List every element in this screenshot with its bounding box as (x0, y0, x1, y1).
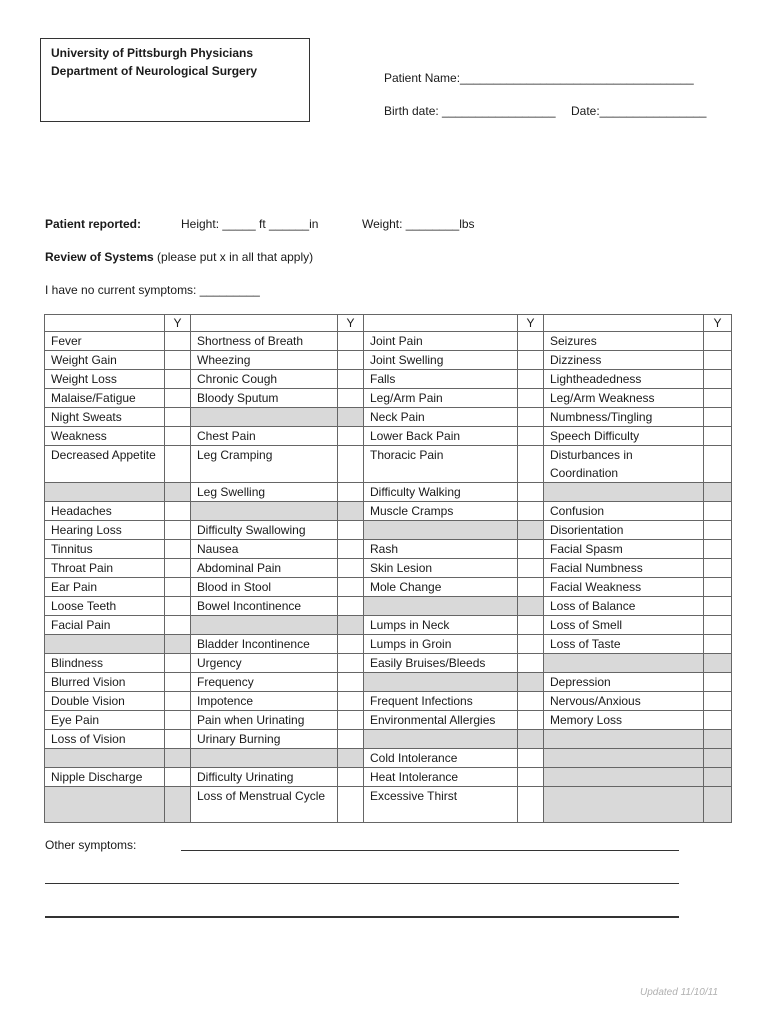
symptom-label: Chest Pain (191, 427, 338, 446)
other-symptoms-line-2[interactable] (45, 883, 679, 884)
symptom-label: Joint Swelling (364, 351, 518, 370)
check-cell[interactable] (518, 446, 544, 483)
check-cell[interactable] (338, 559, 364, 578)
check-cell[interactable] (518, 787, 544, 823)
symptom-label: Facial Numbness (544, 559, 704, 578)
header-y-cell: Y (165, 315, 191, 332)
check-cell[interactable] (518, 332, 544, 351)
symptom-label: Loss of Vision (45, 730, 165, 749)
check-cell[interactable] (518, 711, 544, 730)
symptom-label: Throat Pain (45, 559, 165, 578)
symptom-label: Abdominal Pain (191, 559, 338, 578)
check-cell[interactable] (165, 654, 191, 673)
symptom-label: Headaches (45, 502, 165, 521)
table-row (45, 521, 732, 540)
symptom-label: Weight Loss (45, 370, 165, 389)
empty-cell (45, 483, 165, 502)
no-symptoms-field[interactable]: I have no current symptoms: _________ (45, 283, 260, 297)
symptom-label: Frequent Infections (364, 692, 518, 711)
check-cell[interactable] (704, 446, 732, 483)
table-row (45, 711, 732, 730)
check-cell[interactable] (338, 540, 364, 559)
check-cell (338, 502, 364, 521)
check-cell[interactable] (704, 351, 732, 370)
symptom-label: Seizures (544, 332, 704, 351)
symptom-label: Ear Pain (45, 578, 165, 597)
table-row (45, 483, 732, 502)
check-cell[interactable] (165, 692, 191, 711)
review-of-systems-table (44, 314, 732, 823)
symptom-label: Speech Difficulty (544, 427, 704, 446)
symptom-label: Facial Weakness (544, 578, 704, 597)
empty-cell (45, 787, 165, 823)
header-symptom-cell (191, 315, 338, 332)
check-cell (338, 408, 364, 427)
empty-cell (191, 616, 338, 635)
symptom-label: Bladder Incontinence (191, 635, 338, 654)
check-cell[interactable] (338, 711, 364, 730)
check-cell[interactable] (704, 521, 732, 540)
check-cell[interactable] (338, 692, 364, 711)
date-field[interactable]: Date:________________ (571, 104, 707, 118)
empty-cell (544, 749, 704, 768)
symptom-label: Facial Spasm (544, 540, 704, 559)
review-of-systems-heading (45, 250, 313, 264)
check-cell (518, 597, 544, 616)
check-cell (518, 521, 544, 540)
table-row (45, 502, 732, 521)
symptom-label: Lightheadedness (544, 370, 704, 389)
symptom-label: Rash (364, 540, 518, 559)
symptom-label: Lumps in Groin (364, 635, 518, 654)
symptom-label: Fever (45, 332, 165, 351)
check-cell[interactable] (165, 559, 191, 578)
check-cell[interactable] (704, 673, 732, 692)
symptom-label: Leg/Arm Weakness (544, 389, 704, 408)
check-cell (704, 787, 732, 823)
symptom-label: Frequency (191, 673, 338, 692)
check-cell[interactable] (704, 408, 732, 427)
other-symptoms-label: Other symptoms: (45, 838, 137, 852)
symptom-label: Disturbances in Coordination (544, 446, 704, 483)
check-cell[interactable] (704, 502, 732, 521)
table-row (45, 408, 732, 427)
check-cell (165, 787, 191, 823)
check-cell[interactable] (704, 559, 732, 578)
table-row (45, 559, 732, 578)
symptom-label: Falls (364, 370, 518, 389)
check-cell[interactable] (518, 692, 544, 711)
symptom-label: Lumps in Neck (364, 616, 518, 635)
check-cell[interactable] (518, 389, 544, 408)
check-cell[interactable] (704, 370, 732, 389)
check-cell[interactable] (704, 711, 732, 730)
check-cell[interactable] (704, 389, 732, 408)
birth-date-field[interactable]: Birth date: _________________ (384, 104, 556, 118)
symptom-label: Difficulty Walking (364, 483, 518, 502)
check-cell[interactable] (165, 446, 191, 483)
symptom-label: Heat Intolerance (364, 768, 518, 787)
other-symptoms-line-3[interactable] (45, 916, 679, 918)
empty-cell (364, 521, 518, 540)
table-row (45, 370, 732, 389)
check-cell[interactable] (338, 427, 364, 446)
check-cell[interactable] (704, 427, 732, 446)
check-cell[interactable] (338, 654, 364, 673)
table-header-row (45, 315, 732, 332)
check-cell[interactable] (338, 446, 364, 483)
symptom-label: Wheezing (191, 351, 338, 370)
symptom-label: Neck Pain (364, 408, 518, 427)
symptom-label: Loss of Taste (544, 635, 704, 654)
symptom-label: Weakness (45, 427, 165, 446)
symptom-label: Malaise/Fatigue (45, 389, 165, 408)
table-row (45, 730, 732, 749)
empty-cell (191, 408, 338, 427)
empty-cell (364, 673, 518, 692)
table-row (45, 597, 732, 616)
table-row (45, 616, 732, 635)
check-cell (338, 749, 364, 768)
check-cell (165, 749, 191, 768)
check-cell[interactable] (338, 635, 364, 654)
check-cell[interactable] (704, 692, 732, 711)
table-row (45, 446, 732, 483)
symptom-label: Excessive Thirst (364, 787, 518, 823)
check-cell[interactable] (518, 502, 544, 521)
symptom-label: Thoracic Pain (364, 446, 518, 483)
symptom-label: Cold Intolerance (364, 749, 518, 768)
check-cell (165, 483, 191, 502)
check-cell[interactable] (338, 370, 364, 389)
check-cell[interactable] (518, 654, 544, 673)
check-cell[interactable] (338, 787, 364, 823)
check-cell[interactable] (704, 332, 732, 351)
check-cell[interactable] (518, 768, 544, 787)
check-cell[interactable] (165, 616, 191, 635)
check-cell[interactable] (165, 389, 191, 408)
check-cell[interactable] (518, 427, 544, 446)
check-cell (518, 673, 544, 692)
check-cell (704, 749, 732, 768)
header-y-cell: Y (518, 315, 544, 332)
review-title: Review of Systems (45, 250, 154, 264)
review-note: (please put x in all that apply) (153, 250, 314, 264)
header-box (40, 38, 310, 122)
check-cell[interactable] (518, 749, 544, 768)
table-row (45, 578, 732, 597)
symptom-label: Blindness (45, 654, 165, 673)
check-cell[interactable] (165, 332, 191, 351)
check-cell[interactable] (518, 370, 544, 389)
symptom-label: Joint Pain (364, 332, 518, 351)
empty-cell (544, 768, 704, 787)
symptom-label: Leg Swelling (191, 483, 338, 502)
patient-name-field[interactable]: Patient Name:___________________________________ (384, 71, 694, 85)
symptom-label: Double Vision (45, 692, 165, 711)
symptom-label: Bowel Incontinence (191, 597, 338, 616)
check-cell[interactable] (518, 616, 544, 635)
check-cell[interactable] (704, 578, 732, 597)
check-cell[interactable] (518, 351, 544, 370)
height-field[interactable]: Height: _____ ft ______in (181, 217, 319, 231)
check-cell[interactable] (165, 673, 191, 692)
header-y-cell: Y (704, 315, 732, 332)
table-row (45, 673, 732, 692)
check-cell[interactable] (165, 351, 191, 370)
check-cell[interactable] (165, 578, 191, 597)
symptom-label: Dizziness (544, 351, 704, 370)
symptom-label: Nervous/Anxious (544, 692, 704, 711)
header-symptom-cell (45, 315, 165, 332)
check-cell[interactable] (338, 597, 364, 616)
check-cell[interactable] (165, 502, 191, 521)
symptom-label: Easily Bruises/Bleeds (364, 654, 518, 673)
empty-cell (544, 787, 704, 823)
weight-field[interactable]: Weight: ________lbs (362, 217, 475, 231)
table-row (45, 749, 732, 768)
symptom-label: Leg Cramping (191, 446, 338, 483)
empty-cell (191, 749, 338, 768)
empty-cell (544, 730, 704, 749)
empty-cell (544, 654, 704, 673)
org-name: University of Pittsburgh Physicians (51, 46, 254, 60)
check-cell[interactable] (518, 483, 544, 502)
symptom-label: Leg/Arm Pain (364, 389, 518, 408)
table-row (45, 540, 732, 559)
check-cell[interactable] (518, 408, 544, 427)
symptom-label: Disorientation (544, 521, 704, 540)
check-cell[interactable] (338, 578, 364, 597)
table-row (45, 389, 732, 408)
check-cell[interactable] (518, 559, 544, 578)
patient-reported-label: Patient reported: (45, 217, 142, 231)
check-cell[interactable] (165, 370, 191, 389)
symptom-label: Numbness/Tingling (544, 408, 704, 427)
empty-cell (45, 635, 165, 654)
check-cell[interactable] (338, 483, 364, 502)
symptom-label: Nausea (191, 540, 338, 559)
check-cell[interactable] (704, 597, 732, 616)
header-y-cell: Y (338, 315, 364, 332)
symptom-label: Loose Teeth (45, 597, 165, 616)
symptom-label: Tinnitus (45, 540, 165, 559)
check-cell[interactable] (165, 521, 191, 540)
table-row (45, 351, 732, 370)
symptom-label: Muscle Cramps (364, 502, 518, 521)
empty-cell (364, 730, 518, 749)
check-cell[interactable] (704, 635, 732, 654)
check-cell[interactable] (518, 578, 544, 597)
symptom-label: Memory Loss (544, 711, 704, 730)
table-row (45, 427, 732, 446)
symptom-label: Skin Lesion (364, 559, 518, 578)
updated-date: Updated 11/10/11 (640, 987, 719, 998)
table-row (45, 654, 732, 673)
check-cell[interactable] (338, 389, 364, 408)
check-cell[interactable] (338, 332, 364, 351)
check-cell[interactable] (165, 427, 191, 446)
check-cell[interactable] (165, 730, 191, 749)
symptom-label: Pain when Urinating (191, 711, 338, 730)
empty-cell (544, 483, 704, 502)
empty-cell (364, 597, 518, 616)
check-cell (338, 616, 364, 635)
check-cell[interactable] (338, 351, 364, 370)
check-cell[interactable] (165, 768, 191, 787)
symptom-label: Blurred Vision (45, 673, 165, 692)
symptom-label: Impotence (191, 692, 338, 711)
header-symptom-cell (364, 315, 518, 332)
check-cell[interactable] (338, 521, 364, 540)
empty-cell (191, 502, 338, 521)
symptom-label: Night Sweats (45, 408, 165, 427)
symptom-label: Eye Pain (45, 711, 165, 730)
symptom-label: Urinary Burning (191, 730, 338, 749)
table-row (45, 332, 732, 351)
symptom-label: Bloody Sputum (191, 389, 338, 408)
check-cell[interactable] (165, 540, 191, 559)
symptom-label: Weight Gain (45, 351, 165, 370)
symptom-label: Mole Change (364, 578, 518, 597)
check-cell[interactable] (165, 711, 191, 730)
symptom-label: Depression (544, 673, 704, 692)
symptom-label: Environmental Allergies (364, 711, 518, 730)
check-cell[interactable] (338, 730, 364, 749)
table-row (45, 768, 732, 787)
check-cell[interactable] (518, 540, 544, 559)
check-cell[interactable] (338, 673, 364, 692)
header-symptom-cell (544, 315, 704, 332)
symptom-label: Urgency (191, 654, 338, 673)
check-cell[interactable] (165, 597, 191, 616)
symptom-label: Nipple Discharge (45, 768, 165, 787)
symptom-label: Loss of Smell (544, 616, 704, 635)
table-row (45, 787, 732, 823)
symptom-label: Hearing Loss (45, 521, 165, 540)
check-cell[interactable] (165, 408, 191, 427)
check-cell[interactable] (338, 768, 364, 787)
check-cell (704, 730, 732, 749)
check-cell (704, 654, 732, 673)
check-cell[interactable] (518, 635, 544, 654)
check-cell (704, 768, 732, 787)
check-cell (165, 635, 191, 654)
other-symptoms-line-1[interactable] (181, 850, 679, 851)
symptom-label: Loss of Menstrual Cycle (191, 787, 338, 823)
symptom-label: Difficulty Urinating (191, 768, 338, 787)
symptom-label: Facial Pain (45, 616, 165, 635)
department-name: Department of Neurological Surgery (51, 64, 258, 78)
symptom-label: Lower Back Pain (364, 427, 518, 446)
check-cell (704, 483, 732, 502)
symptom-label: Shortness of Breath (191, 332, 338, 351)
symptom-label: Blood in Stool (191, 578, 338, 597)
table-row (45, 635, 732, 654)
symptom-label: Chronic Cough (191, 370, 338, 389)
symptom-label: Loss of Balance (544, 597, 704, 616)
check-cell[interactable] (704, 616, 732, 635)
symptom-label: Difficulty Swallowing (191, 521, 338, 540)
symptom-label: Decreased Appetite (45, 446, 165, 483)
symptom-label: Confusion (544, 502, 704, 521)
empty-cell (45, 749, 165, 768)
table-row (45, 692, 732, 711)
check-cell (518, 730, 544, 749)
check-cell[interactable] (704, 540, 732, 559)
